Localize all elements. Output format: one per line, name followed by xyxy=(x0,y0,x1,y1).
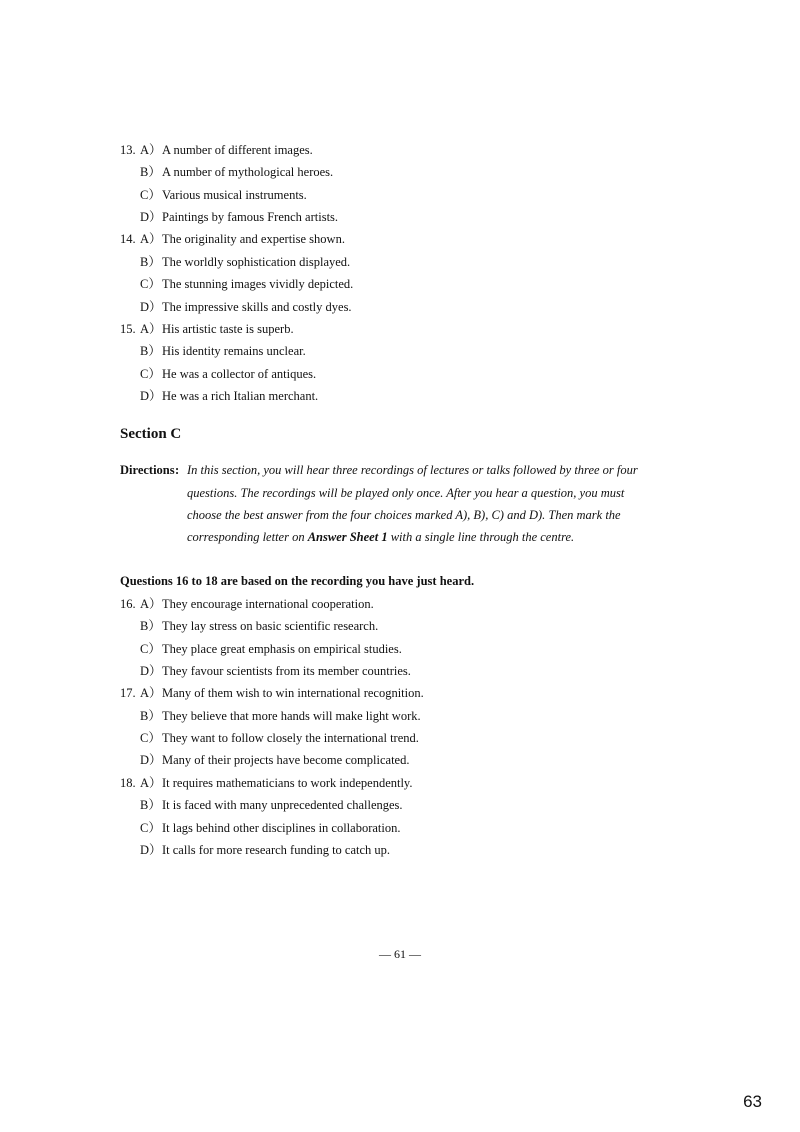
option-text: Many of them wish to win international recognition. xyxy=(162,686,424,700)
option-text: He was a rich Italian merchant. xyxy=(162,389,319,403)
option-letter: A） xyxy=(140,143,162,157)
directions-colon: : xyxy=(175,463,180,477)
question-number: 16. xyxy=(120,597,136,611)
option-letter: C） xyxy=(140,188,161,202)
option-letter: C） xyxy=(140,731,161,745)
directions-line-3: choose the best answer from the four choices marked A), B), C) and D). Then mark the xyxy=(187,508,621,522)
option-letter: A） xyxy=(140,597,162,611)
directions-label: Directions xyxy=(120,463,175,477)
option-text: He was a collector of antiques. xyxy=(162,367,317,381)
answer-sheet-label: Answer Sheet 1 xyxy=(307,530,388,544)
question-number: 14. xyxy=(120,232,136,246)
option-text: His artistic taste is superb. xyxy=(162,322,294,336)
option-letter: D） xyxy=(140,389,162,403)
option-text: A number of mythological heroes. xyxy=(162,165,334,179)
directions-line-4 xyxy=(187,527,682,547)
option-text: They place great emphasis on empirical studies. xyxy=(162,642,402,656)
option-letter: C） xyxy=(140,277,161,291)
option-letter: A） xyxy=(140,322,162,336)
question-number: 18. xyxy=(120,776,136,790)
option-letter: C） xyxy=(140,642,161,656)
option-letter: B） xyxy=(140,255,161,269)
option-letter: B） xyxy=(140,165,161,179)
directions-line-4-pre: corresponding letter on xyxy=(187,530,308,544)
option-letter: A） xyxy=(140,686,162,700)
option-letter: B） xyxy=(140,798,161,812)
option-letter: A） xyxy=(140,776,162,790)
option-text: The stunning images vividly depicted. xyxy=(162,277,354,291)
option-text: It calls for more research funding to catch up. xyxy=(162,843,391,857)
directions-line-4-post: with a single line through the centre. xyxy=(387,530,575,544)
directions-line-1: In this section, you will hear three recordings of lectures or talks followed by three or four xyxy=(187,463,638,477)
option-text: It lags behind other disciplines in collaboration. xyxy=(162,821,401,835)
option-text: They want to follow closely the international trend. xyxy=(162,731,419,745)
page-number: 63 xyxy=(743,1092,762,1111)
option-letter: D） xyxy=(140,753,162,767)
option-text: They favour scientists from its member countries. xyxy=(162,664,411,678)
option-text: A number of different images. xyxy=(162,143,313,157)
option-letter: C） xyxy=(140,367,161,381)
option-letter: D） xyxy=(140,843,162,857)
option-text: It is faced with many unprecedented challenges. xyxy=(162,798,403,812)
page-folio: — 61 — xyxy=(379,947,421,961)
option-text: His identity remains unclear. xyxy=(162,344,306,358)
option-text: They lay stress on basic scientific research. xyxy=(162,619,379,633)
option-letter: B） xyxy=(140,709,161,723)
option-letter: B） xyxy=(140,344,161,358)
option-text: It requires mathematicians to work independently. xyxy=(162,776,413,790)
option-letter: C） xyxy=(140,821,161,835)
option-letter: D） xyxy=(140,664,162,678)
option-text: Many of their projects have become complicated. xyxy=(162,753,410,767)
option-text: The worldly sophistication displayed. xyxy=(162,255,351,269)
option-letter: D） xyxy=(140,300,162,314)
option-letter: A） xyxy=(140,232,162,246)
option-text: Various musical instruments. xyxy=(162,188,307,202)
option-text: The originality and expertise shown. xyxy=(162,232,345,246)
section-title: Section C xyxy=(120,426,182,442)
option-text: Paintings by famous French artists. xyxy=(162,210,339,224)
option-text: The impressive skills and costly dyes. xyxy=(162,300,352,314)
option-text: They encourage international cooperation. xyxy=(162,597,374,611)
question-number: 15. xyxy=(120,322,136,336)
option-letter: B） xyxy=(140,619,161,633)
question-number: 17. xyxy=(120,686,136,700)
directions-line-2: questions. The recordings will be played only once. After you hear a question, you must xyxy=(187,486,625,500)
option-letter: D） xyxy=(140,210,162,224)
option-text: They believe that more hands will make light work. xyxy=(162,709,421,723)
question-number: 13. xyxy=(120,143,136,157)
question-group-title: Questions 16 to 18 are based on the recording you have just heard. xyxy=(120,574,475,588)
